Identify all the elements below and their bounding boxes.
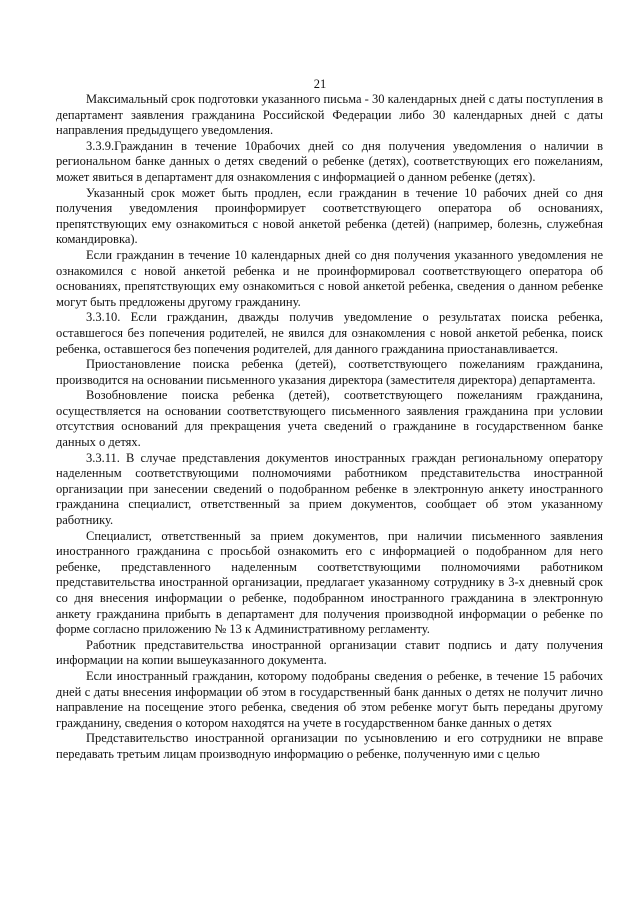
page-number: 21	[313, 77, 327, 91]
document-body	[56, 92, 603, 763]
paragraph-foreign-citizen-term: Если иностранный гражданин, которому подобраны сведения о ребенке, в течение 15 рабочих дней с даты внесения информации об этом в государственный банк данных о детях не получит лично направление на посещение этого ребенка, сведения об этом ребенке могут быть переданы другому гражданину, сведения о котором находятся на учете в государственном банке данных о детях	[56, 668, 603, 730]
paragraph-offer-to-other: Если гражданин в течение 10 календарных дней со дня получения указанного уведомления не ознакомился с новой анкетой ребенка и не проинформировал соответствующего оператора об основаниях, препятствующих ему ознакомиться с новой анкетой ребенка, сведения о данном ребенке могут быть предложены другому гражданину.	[56, 247, 603, 309]
paragraph-search-suspension: Приостановление поиска ребенка (детей), соответствующего пожеланиям гражданина, производится на основании письменного указания директора (заместителя директора) департамента.	[56, 357, 603, 387]
paragraph-3-3-11: 3.3.11. В случае представления документов иностранных граждан региональному оператору наделенным соответствующими полномочиями работником представительства иностранной организации при занесении сведений о подобранном ребенке в электронную анкету иностранного гражданина специалист, ответственный за прием документов, сообщает об этом указанному работнику.	[56, 450, 603, 528]
paragraph-signature: Работник представительства иностранной организации ставит подпись и дату получения информации на копии вышеуказанного документа.	[56, 637, 603, 668]
paragraph-3-3-10: 3.3.10. Если гражданин, дважды получив уведомление о результатах поиска ребенка, оставшегося без попечения родителей, не явился для ознакомления с новой анкетой ребенка, поиск ребенка, оставшегося без попечения родителей, для данного гражданина приостанавливается.	[56, 310, 603, 356]
paragraph-3-3-9: 3.3.9.Гражданин в течение 10рабочих дней со дня получения уведомления о наличии в региональном банке данных о детях сведений о ребенке (детях), соответствующих его пожеланиям, может явиться в департамент для ознакомления с информацией о данном ребенке (детях).	[56, 138, 603, 184]
paragraph-search-resumption: Возобновление поиска ребенка (детей), соответствующего пожеланиям гражданина, осуществляется на основании соответствующего письменного заявления гражданина при условии отсутствия оснований для прекращения учета сведений о гражданине в государственном банке данных о детях.	[56, 388, 603, 450]
paragraph-specialist-procedure: Специалист, ответственный за прием документов, при наличии письменного заявления иностранного гражданина с просьбой ознакомить его с информацией о подобранном для него ребенке, представленного наделенным соответствующими полномочиями работником представительства иностранной организации, предлагает указанному сотруднику в 3-х дневный срок со дня внесения информации о ребенке, подобранном иностранного гражданина в электронную анкету гражданина прибыть в департамент для получения производной информации о ребенке по форме согласно приложению № 13 к Административному регламенту.	[56, 528, 603, 637]
paragraph-representation-restriction: Представительство иностранной организации по усыновлению и его сотрудники не вправе передавать третьим лицам производную информацию о ребенке, полученную ими с целью	[56, 731, 603, 761]
paragraph-term-extension: Указанный срок может быть продлен, если гражданин в течение 10 рабочих дней со дня получения уведомления проинформирует соответствующего оператора об основаниях, препятствующих ему ознакомиться с новой анкетой ребенка (детей) (например, болезнь, служебная командировка).	[56, 185, 603, 247]
paragraph-max-term: Максимальный срок подготовки указанного письма - 30 календарных дней с даты поступления в департамент заявления гражданина Российской Федерации либо 30 календарных дней с даты направления предыдущего уведомления.	[56, 92, 603, 138]
